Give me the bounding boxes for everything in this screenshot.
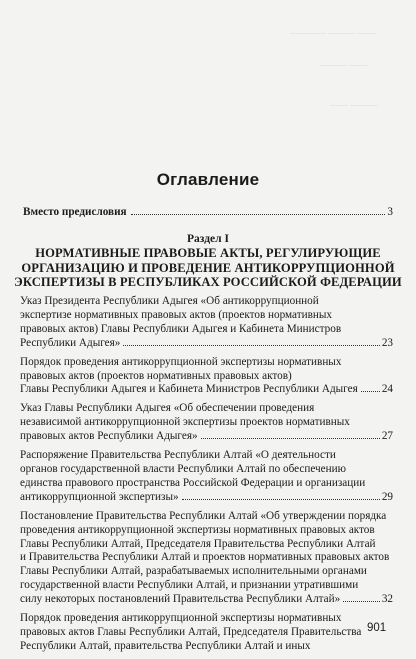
entry-line: Указ Президента Республики Адыгея «Об антикоррупционной [20,295,319,307]
entry-page-number: 23 [381,336,393,349]
entry-last-line [20,593,393,607]
entry-line: Порядок проведения антикоррупционной экспертизы нормативных [20,355,342,368]
entry-line: антикоррупционной экспертизы» [20,490,179,503]
entry-last-line [20,383,393,397]
entry-line: проведения антикоррупционной экспертизы нормативных правовых актов [20,523,375,536]
toc-entries [20,295,393,659]
toc-entry[interactable] [20,449,393,505]
toc-entry-preface[interactable] [23,206,393,218]
page-number: 901 [367,622,387,634]
leader-dots [123,345,379,346]
section-heading [12,246,404,290]
entry-line: государственной власти Республики Алтай, и признании утратившими [20,579,359,592]
leader-dots [182,499,380,500]
entry-line: Постановление Правительства Республики Алтай «Об утверждении порядка [20,509,387,522]
entry-line: Главы Республики Адыгея и Кабинета Министров Республики Адыгея [20,383,358,396]
entry-last-line [20,491,393,505]
entry-line: правовых актов (проектов нормативных правовых актов) [20,369,292,382]
entry-line: Указ Главы Республики Адыгея «Об обеспечении проведения [20,402,315,415]
toc-entry[interactable] [20,612,393,654]
leader-dots [361,391,380,392]
bleed-through-text: —— ——— [330,100,378,110]
bleed-through-text: ———— ——— —— [290,28,376,38]
toc-entry[interactable] [20,402,393,444]
entry-page-number: 32 [381,593,393,606]
entry-page-number: 24 [381,383,393,396]
entry-line: правовых актов Главы Республики Алтай, Председателя Правительства [20,625,362,638]
section-heading-line: НОРМАТИВНЫЕ ПРАВОВЫЕ АКТЫ, РЕГУЛИРУЮЩИЕ [35,246,381,260]
toc-entry[interactable] [20,510,393,607]
entry-line: силу некоторых постановлений Правительства Республики Алтай» [20,593,341,606]
toc-entry[interactable] [20,356,393,398]
entry-page-number: 27 [381,430,393,443]
entry-line: органов государственной власти Республики Алтай по обеспечению [20,462,346,475]
section-header [12,233,404,290]
entry-line: экспертизе нормативных правовых актов (проектов нормативных [20,308,332,321]
entry-last-line [20,430,393,444]
toc-title: Оглавление [156,170,260,189]
entry-line: правовых актов Республики Адыгея» [20,430,198,443]
entry-line: Распоряжение Правительства Республики Алтай «О деятельности [20,449,336,462]
section-heading-line: ЭКСПЕРТИЗЫ В РЕСПУБЛИКАХ РОССИЙСКОЙ ФЕДЕРАЦИИ [14,275,402,289]
entry-line: Республики Адыгея» [20,336,121,349]
leader-dots [343,601,380,602]
entry-last-line [20,337,393,351]
entry-line: правовых актов) Главы Республики Адыгея и Кабинета Министров [20,322,342,335]
entry-line: Главы Республики Алтай, разрабатываемых исполнительными органами [20,565,367,578]
preface-label: Вместо предисловия [23,206,127,218]
leader-dots [131,214,386,215]
toc-entry[interactable] [20,295,393,351]
entry-line: Порядок проведения антикоррупционной экспертизы нормативных [20,612,342,625]
section-heading-line: ОРГАНИЗАЦИЮ И ПРОВЕДЕНИЕ АНТИКОРРУПЦИОННОЙ [21,260,395,275]
entry-line: Главы Республики Алтай, Председателя Правительства Республики Алтай [20,537,376,550]
leader-dots [201,438,380,439]
entry-line: Республики Алтай, правительства Республики Алтай и иных [20,639,311,652]
entry-line: независимой антикоррупционной экспертизы проектов нормативных [20,416,350,429]
entry-line: и Правительства Республики Алтай и проектов нормативных правовых актов [20,551,390,564]
bleed-through-text: ——— —— [320,60,368,70]
entry-line: единства правового пространства Российской Федерации и организации [20,476,366,489]
entry-page-number: 29 [381,490,393,503]
preface-page-number: 3 [387,206,393,218]
section-number: Раздел I [187,233,229,245]
